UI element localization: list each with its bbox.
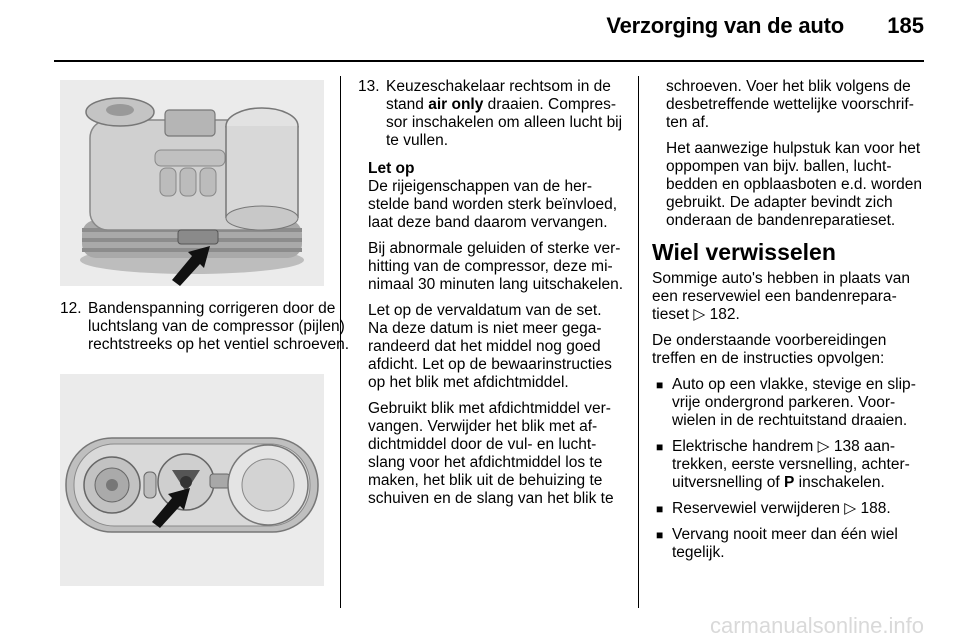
bullet-text: Vervang nooit meer dan één wiel tegelijk.: [672, 526, 898, 561]
page-title: Verzorging van de auto: [606, 13, 844, 38]
right-paragraph: Het aanwezige hulpstuk kan voor het oppompen van bijv. ballen, luchtbedden en opblaasboten e.d. worden gebruikt. De adapter bevindt zich onderaan de bandenreparatieset.: [666, 140, 922, 229]
item-12-number: 12.: [60, 300, 82, 317]
intro-paragraph: [652, 270, 924, 324]
middle-column: [358, 78, 624, 516]
bullet-text: inschakelen.: [794, 474, 885, 491]
bullet-square-icon: ■: [656, 440, 664, 454]
compressor-illustration: [60, 80, 324, 286]
page-number: 185: [887, 13, 924, 38]
item-13-number: 13.: [358, 78, 380, 95]
footer-watermark[interactable]: carmanualsonline.info: [709, 613, 924, 638]
section-heading: Wiel verwisselen: [652, 239, 836, 265]
reference-arrow-icon: ▷: [693, 306, 710, 323]
bullet-item: [652, 438, 924, 492]
item-12: [60, 300, 352, 354]
bullet-square-icon: ■: [656, 528, 664, 542]
bullet-text: Auto op een vlakke, stevige en slipvrije ondergrond parkeren. Voorwielen in de rechtuitstand draaien.: [672, 376, 916, 429]
reference-arrow-icon: ▷: [817, 438, 834, 455]
bullet-text: aantrekken, eerste versnelling, achteruitversnelling of: [672, 438, 910, 491]
column-divider-2: [638, 76, 639, 608]
bullet-page-ref: 138: [833, 438, 860, 455]
intro-paragraph-2: De onderstaande voorbereidingen treffen en de instructies opvolgen:: [652, 332, 887, 367]
intro-text: Sommige auto's hebben in plaats van een reservewiel een bandenreparatieset: [652, 270, 911, 323]
right-column: [652, 78, 924, 570]
item-13: [358, 78, 624, 150]
bullet-square-icon: ■: [656, 378, 664, 392]
compressor-top-view-illustration: [60, 374, 324, 586]
item-12-text: Bandenspanning corrigeren door de luchtslang van de compressor (pijlen) rechtstreeks op het ventiel schroeven.: [88, 300, 350, 353]
bullet-item: [652, 376, 924, 430]
middle-paragraph: De rijeigenschappen van de herstelde band worden sterk beïnvloed, laat deze band daarom vervangen.: [368, 178, 618, 231]
bullet-item: [652, 500, 924, 518]
bullet-bold: P: [784, 474, 795, 491]
middle-paragraph: Gebruikt blik met afdichtmiddel vervangen. Verwijder het blik met afdichtmiddel door de vul- en luchtslang voor het afdichtmiddel los te maken, het blik uit de behuizing te schuiven en de slang van het blik te: [368, 400, 614, 507]
bullet-item: [652, 526, 924, 562]
item-13-text-a: Keuzeschakelaar rechtsom in de stand: [386, 78, 611, 113]
middle-paragraph: Bij abnormale geluiden of sterke verhitting van de compressor, deze minimaal 30 minuten lang uitschakelen.: [368, 240, 624, 293]
intro-page-ref: 182.: [709, 306, 740, 323]
bullet-text: Elektrische handrem: [672, 438, 818, 455]
header-rule: [54, 60, 924, 62]
note-title: Let op: [368, 160, 415, 177]
reference-arrow-icon: ▷: [844, 500, 861, 517]
bullet-page-ref: 188.: [860, 500, 891, 517]
middle-paragraph: Let op de vervaldatum van de set. Na deze datum is niet meer gegarandeerd dat het middel nog goed afdicht. Let op de bewaarinstructies op het blik met afdichtmiddel.: [368, 302, 612, 391]
right-paragraph: schroeven. Voer het blik volgens de desbetreffende wettelijke voorschriften af.: [666, 78, 914, 131]
item-13-bold: air only: [428, 96, 484, 113]
bullet-square-icon: ■: [656, 502, 664, 516]
bullet-text: Reservewiel verwijderen: [672, 500, 845, 517]
item-13-text-b: draaien. Compressor inschakelen om alleen lucht bij te vullen.: [386, 96, 623, 149]
